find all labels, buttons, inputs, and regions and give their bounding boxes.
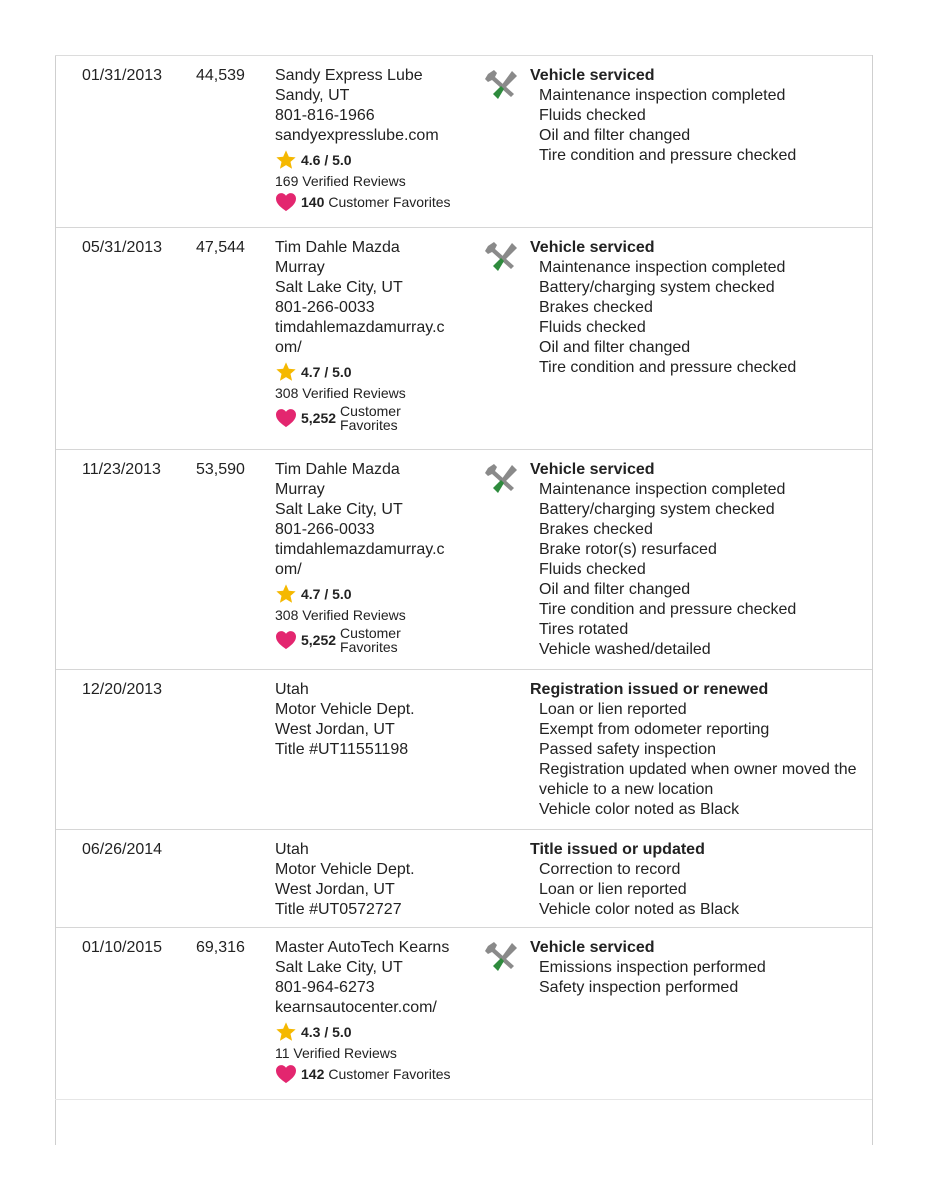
rating [275,149,480,171]
detail-title: Registration issued or renewed [530,681,769,698]
favorites-label: Customer Favorites [328,1066,451,1082]
detail-item: Registration updated when owner moved the vehicle to a new location [539,761,857,798]
source-line: 801-816-1966 [275,107,375,124]
record-date: 01/10/2015 [82,939,163,956]
customer-favorites [275,1064,480,1084]
source-line: Title #UT0572727 [275,901,402,918]
record-details [530,460,860,660]
rating-value: 4.3 / 5.0 [301,1024,352,1040]
wrench-screwdriver-icon [484,240,520,276]
record-source [275,938,480,1084]
record-source [275,238,480,432]
detail-item: Tire condition and pressure checked [539,359,797,376]
rating-value: 4.7 / 5.0 [301,586,352,602]
record-date: 05/31/2013 [82,239,163,256]
favorites-count: 140 [301,194,325,210]
record-odometer: 47,544 [196,239,245,256]
detail-item: Correction to record [539,861,681,878]
record-source [275,66,480,212]
record-odometer: 53,590 [196,461,245,478]
source-website-link[interactable]: om/ [275,339,302,356]
detail-item: Brakes checked [539,299,653,316]
detail-item: Brake rotor(s) resurfaced [539,541,717,558]
table-row [56,56,872,228]
rating [275,1021,480,1043]
detail-title: Vehicle serviced [530,461,655,478]
record-source [275,840,480,920]
detail-item: Maintenance inspection completed [539,259,786,276]
detail-item: Oil and filter changed [539,581,691,598]
detail-item: Loan or lien reported [539,701,687,718]
detail-item: Brakes checked [539,521,653,538]
favorites-label: Customer Favorites [328,194,451,210]
detail-item: Vehicle washed/detailed [539,641,711,658]
detail-item: Fluids checked [539,107,646,124]
source-line: Sandy Express Lube [275,67,423,84]
source-website-link[interactable]: timdahlemazdamurray.c [275,319,445,336]
record-date: 06/26/2014 [82,841,163,858]
favorites-count: 5,252 [301,632,337,648]
source-website-link[interactable]: timdahlemazdamurray.c [275,541,445,558]
table-row [56,450,872,670]
detail-title: Vehicle serviced [530,939,655,956]
wrench-screwdriver-icon [484,462,520,498]
rating-value: 4.6 / 5.0 [301,152,352,168]
source-line: West Jordan, UT [275,721,395,738]
detail-item: Oil and filter changed [539,127,691,144]
source-line: West Jordan, UT [275,881,395,898]
detail-item: Tires rotated [539,621,629,638]
source-line: Salt Lake City, UT [275,501,403,518]
detail-item: Maintenance inspection completed [539,481,786,498]
wrench-screwdriver-icon [484,940,520,976]
detail-item: Passed safety inspection [539,741,716,758]
detail-item: Safety inspection performed [539,979,739,996]
favorites-label: Customer Favorites [340,625,401,655]
record-details [530,840,860,920]
table-row [56,928,872,1098]
detail-item: Emissions inspection performed [539,959,766,976]
verified-reviews-link[interactable]: 11 Verified Reviews [275,1045,397,1061]
record-date: 12/20/2013 [82,681,163,698]
rating [275,583,480,605]
verified-reviews-link[interactable]: 308 Verified Reviews [275,607,406,623]
customer-favorites [275,626,480,654]
detail-item: Maintenance inspection completed [539,87,786,104]
source-line: Utah [275,841,309,858]
heart-icon [275,1064,297,1084]
detail-item: Battery/charging system checked [539,501,775,518]
record-details [530,938,860,998]
source-line: 801-964-6273 [275,979,375,996]
favorites-count: 142 [301,1066,325,1082]
detail-title: Vehicle serviced [530,67,655,84]
frame-bottom-line [55,1099,872,1100]
customer-favorites [275,404,480,432]
detail-item: Oil and filter changed [539,339,691,356]
star-icon [275,149,297,171]
detail-item: Battery/charging system checked [539,279,775,296]
service-history-table [56,56,872,1098]
record-source [275,460,480,654]
source-line: Sandy, UT [275,87,350,104]
source-line: 801-266-0033 [275,299,375,316]
record-date: 11/23/2013 [82,461,161,478]
source-line: Murray [275,259,325,276]
detail-title: Vehicle serviced [530,239,655,256]
detail-item: Fluids checked [539,319,646,336]
detail-item: Vehicle color noted as Black [539,901,740,918]
source-line: Motor Vehicle Dept. [275,861,415,878]
favorites-count: 5,252 [301,410,337,426]
source-line: 801-266-0033 [275,521,375,538]
wrench-screwdriver-icon [484,68,520,104]
source-website-link[interactable]: kearnsautocenter.com/ [275,999,437,1016]
record-source [275,680,480,760]
heart-icon [275,192,297,212]
source-website-link[interactable]: om/ [275,561,302,578]
frame-right-border [872,55,873,1145]
record-odometer: 44,539 [196,67,245,84]
source-line: Tim Dahle Mazda [275,239,400,256]
verified-reviews-link[interactable]: 169 Verified Reviews [275,173,406,189]
record-date: 01/31/2013 [82,67,163,84]
table-row [56,228,872,450]
heart-icon [275,408,297,428]
rating [275,361,480,383]
table-row [56,830,872,928]
source-line: Salt Lake City, UT [275,279,403,296]
record-details [530,66,860,166]
source-line: Tim Dahle Mazda [275,461,400,478]
detail-item: Loan or lien reported [539,881,687,898]
detail-item: Fluids checked [539,561,646,578]
source-line: Title #UT11551198 [275,741,409,758]
source-line: Motor Vehicle Dept. [275,701,415,718]
favorites-label: Customer Favorites [340,403,401,433]
source-line: Utah [275,681,309,698]
detail-item: Exempt from odometer reporting [539,721,770,738]
star-icon [275,1021,297,1043]
detail-item: Vehicle color noted as Black [539,801,740,818]
source-website-link[interactable]: sandyexpresslube.com [275,127,439,144]
customer-favorites [275,192,480,212]
table-row [56,670,872,830]
star-icon [275,361,297,383]
source-line: Salt Lake City, UT [275,959,403,976]
detail-item: Tire condition and pressure checked [539,147,797,164]
record-details [530,680,860,820]
source-line: Murray [275,481,325,498]
record-details [530,238,860,378]
rating-value: 4.7 / 5.0 [301,364,352,380]
detail-title: Title issued or updated [530,841,705,858]
detail-item: Tire condition and pressure checked [539,601,797,618]
record-odometer: 69,316 [196,939,245,956]
verified-reviews-link[interactable]: 308 Verified Reviews [275,385,406,401]
source-line: Master AutoTech Kearns [275,939,450,956]
heart-icon [275,630,297,650]
star-icon [275,583,297,605]
